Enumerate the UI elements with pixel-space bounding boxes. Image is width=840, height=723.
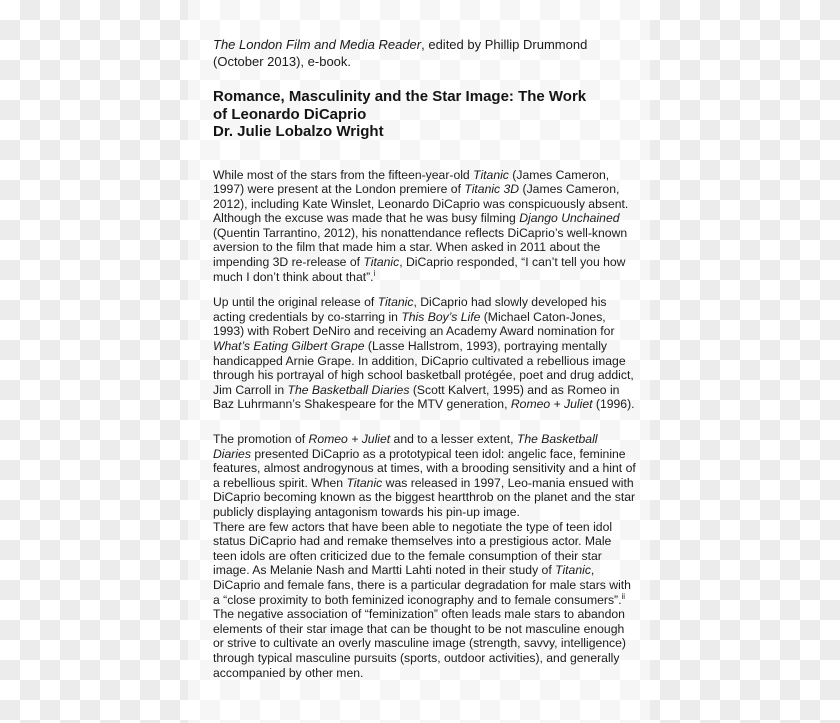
paragraph-2: Up until the original release of Titanic, DiCaprio had slowly developed his acting credentials by co-starring in This Boy’s Life (Michael Caton-Jones, 1993) with Robert DeNiro and receiving an Academy Award nomination for What’s Eating Gilbert Grape (Lasse Hallstrom, 1993), portraying mentally handicapped Arnie Grape. In addition, DiCaprio cultivated a rebellious image through his portrayal of high school basketball protégée, poet and drug addict, Jim Carroll in The Basketball Diaries (Scott Kalvert, 1995) and as Romeo in Baz Luhrmann’s Shakespeare for the MTV generation, Romeo + Juliet (1996). <box>213 295 635 412</box>
document-page <box>188 0 650 723</box>
paragraph-1: While most of the stars from the fifteen-year-old Titanic (James Cameron, 1997) were present at the London premiere of Titanic 3D (James Cameron, 2012), including Kate Winslet, Leonardo DiCaprio was conspicuously absent. Although the excuse was made that he was busy filming Django Unchained (Quentin Tarrantino, 2012), his nonattendance reflects DiCaprio’s well-known aversion to the film that made him a star. When asked in 2011 about the impending 3D re-release of Titanic, DiCaprio responded, “I can’t tell you how much I don’t think about that”.$^i$ <box>213 167 629 284</box>
author-line: Dr. Julie Lobalzo Wright <box>213 123 384 140</box>
article-body <box>213 168 638 681</box>
page-title: Romance, Masculinity and the Star Image: The Work of Leonardo DiCaprio <box>213 88 587 123</box>
paragraph-3: The promotion of Romeo + Juliet and to a lesser extent, The Basketball Diaries presented DiCaprio as a prototypical teen idol: angelic face, feminine features, almost androgynous at times, with a brooding sensitivity and a hint of a rebellious spirit. When Titanic was released in 1997, Leo-mania ensued with DiCaprio becoming known as the biggest heartthrob on the planet and the star publicly displaying antagonism towards his pin-up image. <box>213 432 636 519</box>
source-line: The London Film and Media Reader, edited by Phillip Drummond (October 2013), e-book. <box>213 37 588 69</box>
paragraph-4: There are few actors that have been able to negotiate the type of teen idol status DiCaprio had and remake themselves into a prestigious actor. Male teen idols are often criticized due to the female consumption of their star image. As Melanie Nash and Martti Lahti noted in their study of Titanic, DiCaprio and female fans, there is a particular degradation for male stars with a “close proximity to both feminized iconography and to female consumers”.$^{ii}$ The negative association of “feminization” often leads male stars to abandon elements of their star image that can be thought to be not masculine enough or strive to cultivate an overly masculine image (strength, savvy, intelligence) through typical masculine pursuits (sports, outdoor activities), and generally accompanied by other men. <box>213 519 631 680</box>
